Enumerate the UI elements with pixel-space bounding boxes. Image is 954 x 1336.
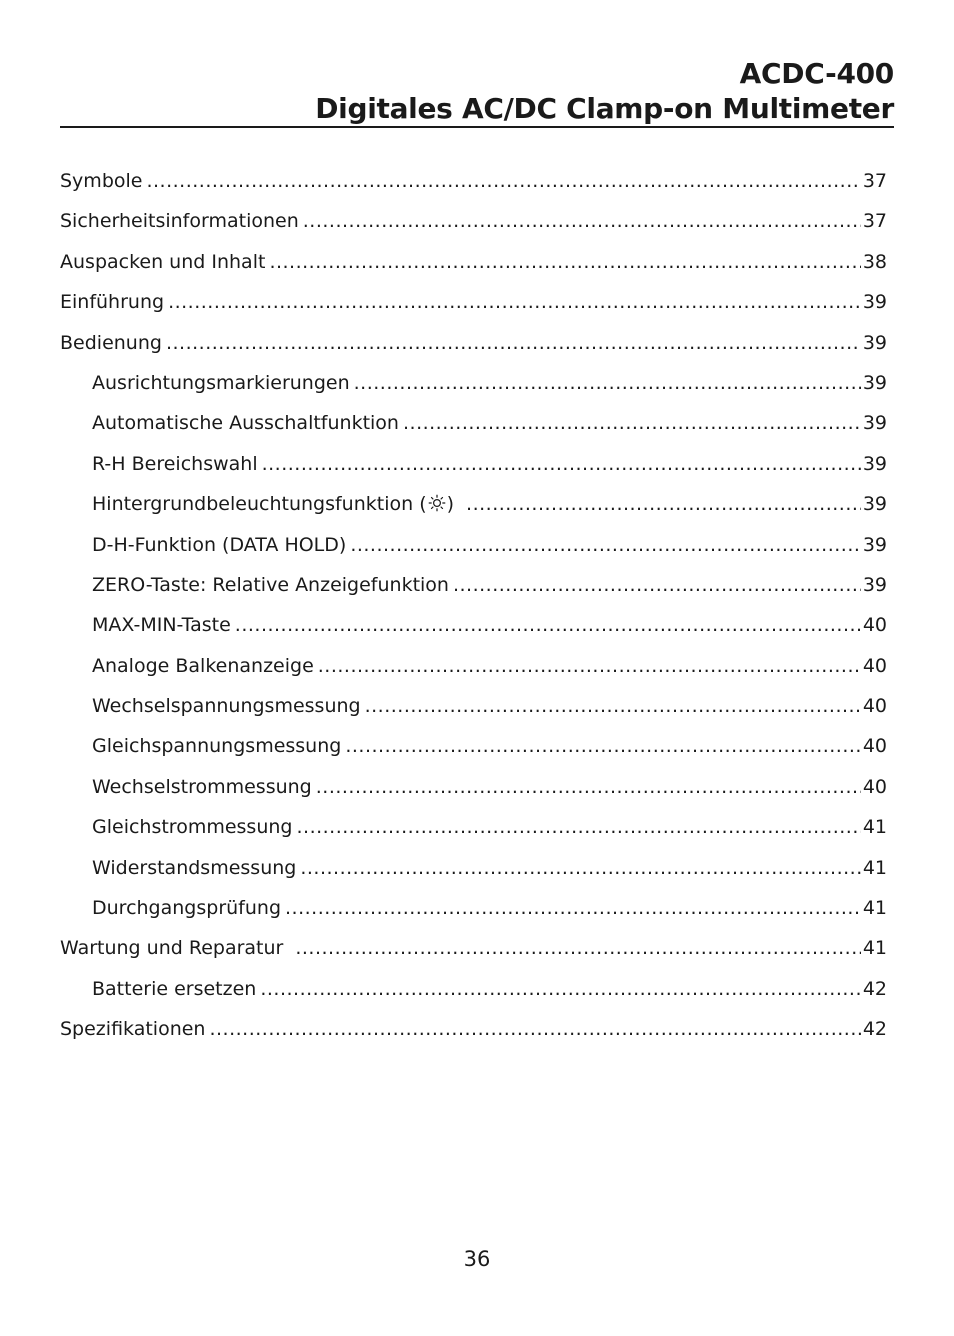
dot-leader <box>403 403 861 443</box>
toc-entry-label: Gleichstrommessung <box>92 816 293 839</box>
dot-leader <box>350 525 861 565</box>
toc-entry-page: 39 <box>862 452 887 475</box>
sun-icon <box>428 494 446 512</box>
toc-entry-page: 41 <box>862 816 887 839</box>
toc-entry-label-text: Hintergrundbeleuchtungsfunktion ( <box>92 493 427 516</box>
toc-entry-data-hold[interactable] <box>60 525 887 565</box>
toc-entry-bereichswahl[interactable] <box>60 444 887 484</box>
dot-leader <box>300 848 860 888</box>
toc-entry-widerstandsmessung[interactable] <box>60 848 887 888</box>
toc-entry-label: Bedienung <box>60 331 162 354</box>
dot-leader <box>262 444 861 484</box>
toc-entry-label: MAX-MIN-Taste <box>92 614 231 637</box>
toc-entry-analoge-balkenanzeige[interactable] <box>60 646 887 686</box>
toc-entry-page: 39 <box>862 291 887 314</box>
dot-leader <box>354 363 861 403</box>
dot-leader <box>453 565 861 605</box>
toc-entry-hintergrundbeleuchtung[interactable] <box>60 484 887 524</box>
toc-entry-page: 42 <box>862 1018 887 1041</box>
toc-entry-label: Einführung <box>60 291 165 314</box>
toc-entry-page: 40 <box>862 695 887 718</box>
toc-entry-label: R-H Bereichswahl <box>92 452 258 475</box>
toc-entry-einfuehrung[interactable] <box>60 282 887 322</box>
dot-leader <box>168 282 861 322</box>
header-divider <box>60 126 894 128</box>
toc-entry-sicherheitsinformationen[interactable] <box>60 201 887 241</box>
toc-entry-page: 39 <box>862 412 887 435</box>
toc-entry-label: Batterie ersetzen <box>92 977 257 1000</box>
toc-entry-automatische-ausschaltfunktion[interactable] <box>60 403 887 443</box>
product-title: ACDC-400 <box>739 57 894 90</box>
toc-entry-page: 37 <box>862 210 887 233</box>
page-number: 36 <box>463 1247 491 1271</box>
toc-entry-batterie-ersetzen[interactable] <box>60 969 887 1009</box>
toc-entry-label: Spezifikationen <box>60 1018 206 1041</box>
dot-leader <box>295 928 860 968</box>
toc-entry-page: 39 <box>862 371 887 394</box>
toc-entry-auspacken[interactable] <box>60 242 887 282</box>
toc-entry-label: ZERO-Taste: Relative Anzeigefunktion <box>92 573 449 596</box>
toc-entry-label: Wartung und Reparatur <box>60 937 284 960</box>
dot-leader <box>235 605 861 645</box>
toc-entry-label: Durchgangsprüfung <box>92 897 282 920</box>
toc-entry-label: Analoge Balkenanzeige <box>92 654 314 677</box>
toc-entry-page: 40 <box>862 735 887 758</box>
toc-entry-wechselspannungsmessung[interactable] <box>60 686 887 726</box>
toc-entry-label: Wechselspannungsmessung <box>92 695 361 718</box>
document-subtitle: Digitales AC/DC Clamp-on Multimeter <box>315 92 894 125</box>
toc-entry-max-min-taste[interactable] <box>60 605 887 645</box>
toc-entry-page: 41 <box>862 897 887 920</box>
toc-entry-page: 39 <box>862 331 887 354</box>
toc-entry-label: Automatische Ausschaltfunktion <box>92 412 399 435</box>
dot-leader <box>303 201 861 241</box>
toc-entry-label: D-H-Funktion (DATA HOLD) <box>92 533 347 556</box>
dot-leader <box>146 161 860 201</box>
toc-entry-page: 38 <box>862 250 887 273</box>
toc-entry-page: 39 <box>862 573 887 596</box>
toc-entry-page: 41 <box>862 937 887 960</box>
dot-leader <box>316 767 861 807</box>
dot-leader <box>296 807 860 847</box>
dot-leader <box>269 242 860 282</box>
dot-leader <box>345 726 860 766</box>
toc-entry-label: Gleichspannungsmessung <box>92 735 342 758</box>
toc-entry-label: Auspacken und Inhalt <box>60 250 266 273</box>
toc-entry-durchgangspruefung[interactable] <box>60 888 887 928</box>
toc-entry-page: 42 <box>862 977 887 1000</box>
toc-entry-bedienung[interactable] <box>60 323 887 363</box>
toc-entry-page: 37 <box>862 170 887 192</box>
dot-leader <box>209 1009 860 1049</box>
dot-leader <box>318 646 861 686</box>
toc-entry-ausrichtungsmarkierungen[interactable] <box>60 363 887 403</box>
dot-leader <box>260 969 860 1009</box>
toc-entry-page: 40 <box>862 654 887 677</box>
toc-entry-label <box>92 484 454 524</box>
toc-entry-page: 39 <box>862 533 887 556</box>
document-header <box>60 56 894 126</box>
toc-entry-wartung-und-reparatur[interactable] <box>60 928 887 968</box>
toc-entry-page: 41 <box>862 856 887 879</box>
dot-leader <box>365 686 861 726</box>
toc-entry-spezifikationen[interactable] <box>60 1009 887 1049</box>
dot-leader <box>285 888 861 928</box>
toc-entry-page: 39 <box>862 493 887 516</box>
toc-entry-page: 40 <box>862 614 887 637</box>
toc-entry-label: Symbole <box>60 170 143 192</box>
toc-entry-label: Sicherheitsinformationen <box>60 210 299 233</box>
dot-leader <box>166 323 861 363</box>
toc-entry-label: Widerstandsmessung <box>92 856 297 879</box>
table-of-contents <box>60 161 887 1050</box>
toc-entry-label: Ausrichtungsmarkierungen <box>92 371 350 394</box>
toc-entry-zero-taste[interactable] <box>60 565 887 605</box>
toc-entry-symbole[interactable] <box>60 161 887 201</box>
toc-entry-page: 40 <box>862 775 887 798</box>
dot-leader <box>466 484 861 524</box>
toc-entry-gleichspannungsmessung[interactable] <box>60 726 887 766</box>
toc-entry-label: Wechselstrommessung <box>92 775 312 798</box>
toc-entry-wechselstrommessung[interactable] <box>60 767 887 807</box>
toc-entry-label-suffix: ) <box>446 493 455 516</box>
toc-entry-gleichstrommessung[interactable] <box>60 807 887 847</box>
